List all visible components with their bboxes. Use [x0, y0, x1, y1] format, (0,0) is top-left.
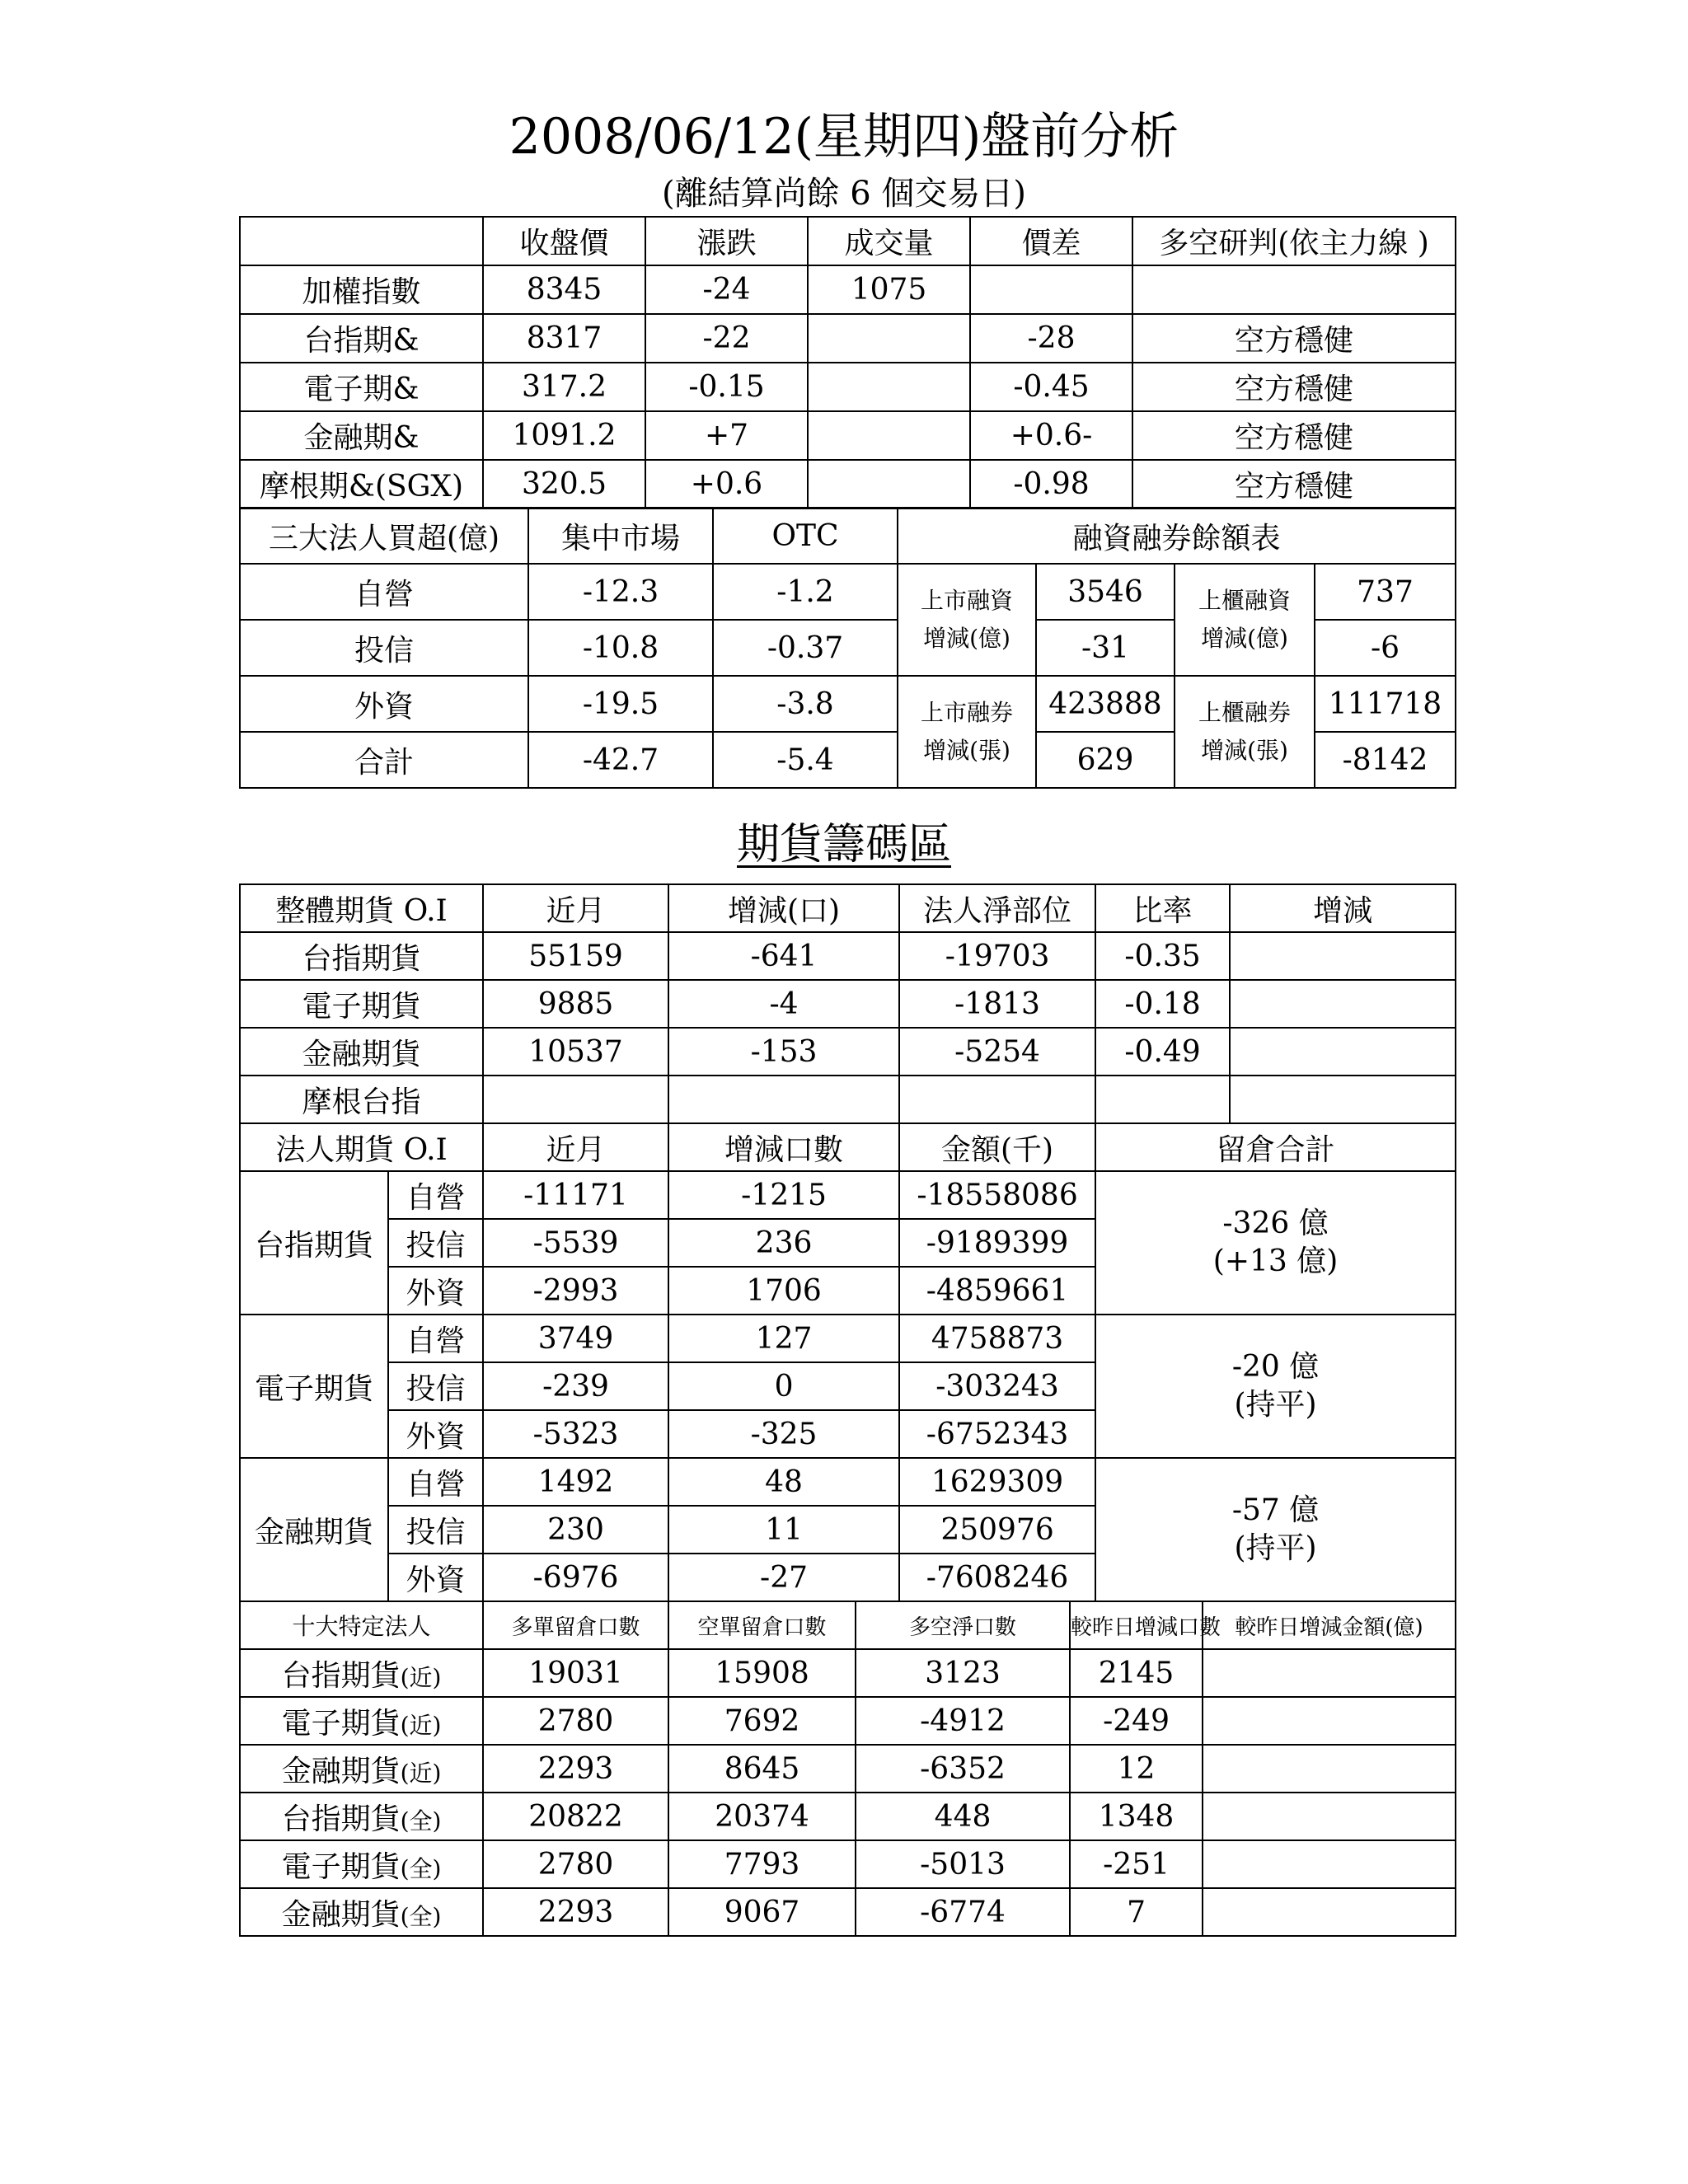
- table-header-row: [240, 1123, 1456, 1171]
- table-cell: -1215: [668, 1171, 899, 1219]
- table-cell: 1075: [808, 265, 970, 314]
- table-cell: -10.8: [528, 620, 713, 676]
- header-cell: 收盤價: [483, 217, 645, 265]
- table-cell: 48: [668, 1458, 899, 1506]
- table-cell: 111718: [1315, 676, 1456, 732]
- table-cell: [1203, 1793, 1456, 1840]
- table-cell: 空方穩健: [1132, 314, 1456, 363]
- table-cell: -325: [668, 1410, 899, 1458]
- table-cell: -6752343: [899, 1410, 1095, 1458]
- section-title: 期貨籌碼區: [736, 820, 951, 869]
- table-cell: -641: [668, 932, 899, 980]
- table-header-row: [240, 217, 1456, 265]
- table-row: [240, 460, 1456, 509]
- table-row: [240, 1028, 1456, 1076]
- table-row: [240, 363, 1456, 411]
- table-cell: 7: [1070, 1888, 1203, 1936]
- row-label: 金融期貨(全): [240, 1888, 483, 1936]
- listed-short-label: 上市融券 增減(張): [898, 676, 1036, 788]
- header-cell: 金額(千): [899, 1123, 1095, 1171]
- row-label: 投信: [240, 620, 528, 676]
- table-cell: -4: [668, 980, 899, 1028]
- row-label: 摩根期&(SGX): [240, 460, 483, 509]
- table-cell: 19031: [483, 1649, 668, 1697]
- table-row: [240, 314, 1456, 363]
- table-cell: -2993: [483, 1267, 668, 1315]
- table-cell: 2780: [483, 1840, 668, 1888]
- header-cell: 多空研判(依主力線 ): [1132, 217, 1456, 265]
- row-label: 電子期貨(全): [240, 1840, 483, 1888]
- row-label: 投信: [388, 1362, 483, 1410]
- table-cell: -0.49: [1095, 1028, 1230, 1076]
- table-cell: -5.4: [713, 732, 898, 788]
- table-cell: 7692: [668, 1697, 856, 1745]
- header-cell: 空單留倉口數: [668, 1601, 856, 1649]
- header-cell: 漲跌: [645, 217, 808, 265]
- row-label: 自營: [240, 564, 528, 620]
- table-row: [240, 1171, 1456, 1219]
- table-cell: 12: [1070, 1745, 1203, 1793]
- row-label: 金融期&: [240, 411, 483, 460]
- row-label: 外資: [240, 676, 528, 732]
- table-cell: -5013: [856, 1840, 1070, 1888]
- header-cell: 整體期貨 O.I: [240, 884, 483, 932]
- table-cell: +0.6: [645, 460, 808, 509]
- table-cell: 2293: [483, 1888, 668, 1936]
- header-cell: 價差: [970, 217, 1132, 265]
- header-cell: 三大法人買超(億): [240, 508, 528, 564]
- table-cell: [808, 363, 970, 411]
- table-cell: 320.5: [483, 460, 645, 509]
- table-cell: -27: [668, 1554, 899, 1601]
- table-cell: -12.3: [528, 564, 713, 620]
- table-cell: [483, 1076, 668, 1123]
- table-cell: +7: [645, 411, 808, 460]
- table-cell: -6976: [483, 1554, 668, 1601]
- row-label: 電子期貨(近): [240, 1697, 483, 1745]
- table-cell: -0.15: [645, 363, 808, 411]
- table-cell: [808, 411, 970, 460]
- table-cell: [1230, 1028, 1456, 1076]
- table-cell: -249: [1070, 1697, 1203, 1745]
- row-label: 台指期貨(近): [240, 1649, 483, 1697]
- header-cell: 留倉合計: [1095, 1123, 1456, 1171]
- table-row: [240, 1888, 1456, 1936]
- table-cell: 空方穩健: [1132, 460, 1456, 509]
- table-cell: 20822: [483, 1793, 668, 1840]
- table-cell: 3123: [856, 1649, 1070, 1697]
- group-label: 電子期貨: [240, 1315, 388, 1458]
- table-cell: -22: [645, 314, 808, 363]
- row-label: 外資: [388, 1554, 483, 1601]
- table-cell: 1348: [1070, 1793, 1203, 1840]
- table-cell: 9885: [483, 980, 668, 1028]
- table-row: [240, 932, 1456, 980]
- table-row: [240, 411, 1456, 460]
- table-cell: 8345: [483, 265, 645, 314]
- header-cell: 成交量: [808, 217, 970, 265]
- header-cell: 集中市場: [528, 508, 713, 564]
- table-cell: -0.98: [970, 460, 1132, 509]
- listed-financing-label: 上市融資 增減(億): [898, 564, 1036, 676]
- table-cell: [1230, 1076, 1456, 1123]
- row-label: 合計: [240, 732, 528, 788]
- row-label: 自營: [388, 1315, 483, 1362]
- table-cell: -31: [1036, 620, 1175, 676]
- row-label: 外資: [388, 1410, 483, 1458]
- header-cell: 近月: [483, 884, 668, 932]
- header-cell: [240, 217, 483, 265]
- header-cell: OTC: [713, 508, 898, 564]
- table-cell: -6: [1315, 620, 1456, 676]
- header-cell: 多空淨口數: [856, 1601, 1070, 1649]
- table-cell: 空方穩健: [1132, 411, 1456, 460]
- table-row: [240, 1458, 1456, 1506]
- row-label: 摩根台指: [240, 1076, 483, 1123]
- table-cell: -0.37: [713, 620, 898, 676]
- table-cell: -9189399: [899, 1219, 1095, 1267]
- table-cell: -251: [1070, 1840, 1203, 1888]
- row-label: 電子期&: [240, 363, 483, 411]
- table-cell: -0.45: [970, 363, 1132, 411]
- page-subtitle: (離結算尚餘 6 個交易日): [661, 175, 1027, 213]
- table-row: [240, 1697, 1456, 1745]
- table-cell: +0.6-: [970, 411, 1132, 460]
- header-cell: 多單留倉口數: [483, 1601, 668, 1649]
- row-label: 台指期貨(全): [240, 1793, 483, 1840]
- header-cell: 比率: [1095, 884, 1230, 932]
- header-cell: 十大特定法人: [240, 1601, 483, 1649]
- table-cell: 1629309: [899, 1458, 1095, 1506]
- table-cell: [970, 265, 1132, 314]
- table-cell: 0: [668, 1362, 899, 1410]
- header-cell: 法人期貨 O.I: [240, 1123, 483, 1171]
- table-cell: [1203, 1840, 1456, 1888]
- table-cell: 1706: [668, 1267, 899, 1315]
- table-cell: -0.35: [1095, 932, 1230, 980]
- table-cell: 空方穩健: [1132, 363, 1456, 411]
- table-cell: 2780: [483, 1697, 668, 1745]
- table-cell: 9067: [668, 1888, 856, 1936]
- table-cell: [899, 1076, 1095, 1123]
- table-cell: -5254: [899, 1028, 1095, 1076]
- header-cell: 法人淨部位: [899, 884, 1095, 932]
- row-label: 台指期貨: [240, 932, 483, 980]
- group-label: 金融期貨: [240, 1458, 388, 1601]
- otc-short-label: 上櫃融券 增減(張): [1175, 676, 1315, 788]
- table-cell: 629: [1036, 732, 1175, 788]
- table-cell: -4859661: [899, 1267, 1095, 1315]
- table-cell: [1095, 1076, 1230, 1123]
- table-cell: -5539: [483, 1219, 668, 1267]
- margin-table-title: 融資融券餘額表: [898, 508, 1456, 564]
- table-cell: -8142: [1315, 732, 1456, 788]
- table-cell: -303243: [899, 1362, 1095, 1410]
- table-cell: [1203, 1697, 1456, 1745]
- table-cell: 10537: [483, 1028, 668, 1076]
- table-cell: 20374: [668, 1793, 856, 1840]
- table-header-row: [240, 508, 1456, 564]
- table-cell: -28: [970, 314, 1132, 363]
- table-cell: 1492: [483, 1458, 668, 1506]
- header-cell: 近月: [483, 1123, 668, 1171]
- table-row: [240, 980, 1456, 1028]
- table-cell: 2293: [483, 1745, 668, 1793]
- table-cell: 250976: [899, 1506, 1095, 1554]
- table-cell: -19.5: [528, 676, 713, 732]
- row-label: 加權指數: [240, 265, 483, 314]
- table-row: [240, 1840, 1456, 1888]
- table-cell: -7608246: [899, 1554, 1095, 1601]
- table-cell: -1.2: [713, 564, 898, 620]
- table-row: [240, 564, 1456, 620]
- table-cell: -42.7: [528, 732, 713, 788]
- table-cell: 2145: [1070, 1649, 1203, 1697]
- row-label: 台指期&: [240, 314, 483, 363]
- table-cell: -6774: [856, 1888, 1070, 1936]
- table-cell: -19703: [899, 932, 1095, 980]
- table-row: [240, 676, 1456, 732]
- row-label: 外資: [388, 1267, 483, 1315]
- table-cell: [1132, 265, 1456, 314]
- table-cell: -0.18: [1095, 980, 1230, 1028]
- table-row: [240, 1076, 1456, 1123]
- table-cell: -5323: [483, 1410, 668, 1458]
- table-header-row: [240, 1601, 1456, 1649]
- table-cell: -4912: [856, 1697, 1070, 1745]
- table-cell: 3749: [483, 1315, 668, 1362]
- table-cell: [1230, 932, 1456, 980]
- futures-table: [239, 883, 1456, 1937]
- header-cell: 較昨日增減金額(億): [1203, 1601, 1456, 1649]
- table-cell: 1091.2: [483, 411, 645, 460]
- row-label: 金融期貨(近): [240, 1745, 483, 1793]
- table-row: [240, 1745, 1456, 1793]
- table-cell: 8645: [668, 1745, 856, 1793]
- row-label: 自營: [388, 1458, 483, 1506]
- header-cell: 增減(口): [668, 884, 899, 932]
- table-cell: 11: [668, 1506, 899, 1554]
- table-cell: [1203, 1745, 1456, 1793]
- row-label: 投信: [388, 1506, 483, 1554]
- row-label: 電子期貨: [240, 980, 483, 1028]
- row-label: 自營: [388, 1171, 483, 1219]
- table-cell: 317.2: [483, 363, 645, 411]
- table-cell: -1813: [899, 980, 1095, 1028]
- table-cell: -11171: [483, 1171, 668, 1219]
- oi-total-cell: -326 億 (+13 億): [1095, 1171, 1456, 1315]
- table-cell: 4758873: [899, 1315, 1095, 1362]
- market-summary-table: [239, 216, 1456, 509]
- row-label: 投信: [388, 1219, 483, 1267]
- table-cell: 448: [856, 1793, 1070, 1840]
- table-cell: -239: [483, 1362, 668, 1410]
- table-cell: 15908: [668, 1649, 856, 1697]
- table-cell: [1203, 1649, 1456, 1697]
- table-cell: 230: [483, 1506, 668, 1554]
- table-cell: 236: [668, 1219, 899, 1267]
- group-label: 台指期貨: [240, 1171, 388, 1315]
- header-cell: 增減: [1230, 884, 1456, 932]
- page-title: 2008/06/12(星期四)盤前分析: [509, 108, 1179, 166]
- header-cell: 較昨日增減口數: [1070, 1601, 1203, 1649]
- otc-financing-label: 上櫃融資 增減(億): [1175, 564, 1315, 676]
- oi-total-cell: -20 億 (持平): [1095, 1315, 1456, 1458]
- table-row: [240, 1793, 1456, 1840]
- table-cell: 8317: [483, 314, 645, 363]
- table-row: [240, 1315, 1456, 1362]
- header-cell: 增減口數: [668, 1123, 899, 1171]
- table-cell: [808, 314, 970, 363]
- table-header-row: [240, 884, 1456, 932]
- table-cell: [668, 1076, 899, 1123]
- table-cell: 423888: [1036, 676, 1175, 732]
- table-cell: [1230, 980, 1456, 1028]
- table-cell: -6352: [856, 1745, 1070, 1793]
- table-cell: 127: [668, 1315, 899, 1362]
- row-label: 金融期貨: [240, 1028, 483, 1076]
- table-cell: -24: [645, 265, 808, 314]
- oi-total-cell: -57 億 (持平): [1095, 1458, 1456, 1601]
- institutional-table: [239, 507, 1456, 789]
- table-cell: -153: [668, 1028, 899, 1076]
- table-cell: -3.8: [713, 676, 898, 732]
- table-cell: 737: [1315, 564, 1456, 620]
- table-row: [240, 1649, 1456, 1697]
- table-cell: [808, 460, 970, 509]
- table-cell: 55159: [483, 932, 668, 980]
- table-cell: 3546: [1036, 564, 1175, 620]
- table-cell: -18558086: [899, 1171, 1095, 1219]
- table-row: [240, 265, 1456, 314]
- table-cell: 7793: [668, 1840, 856, 1888]
- table-cell: [1203, 1888, 1456, 1936]
